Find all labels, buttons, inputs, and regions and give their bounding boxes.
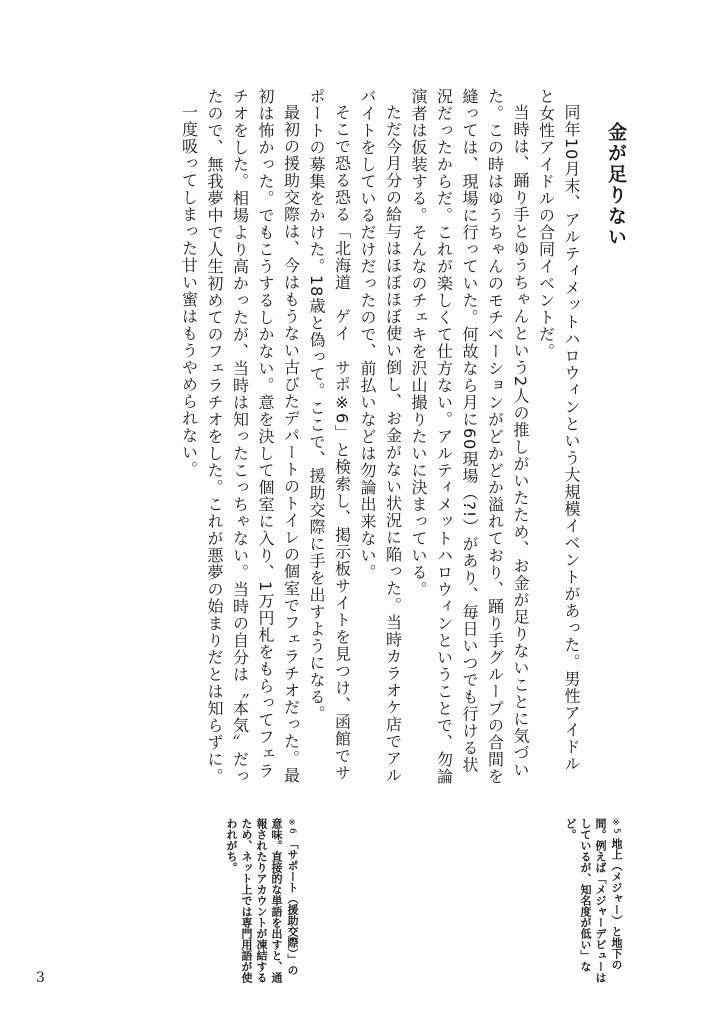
footnote-5 [563, 818, 624, 983]
paragraph: 一度吸ってしまった甘い蜜はもうやめられない。 [179, 104, 199, 478]
paragraph: 当時は、踊り手とゆうちゃんという2人の推しがいたため、お金が足りないことに気づいた。この時はゆうちゃんのモチベーションがどかどか溢れており、踊り手グループの合間を縫っては、現場に行っていた。何故なら月に60現場（?!）があり、毎日いつでも行ける状況だったからだ。これが楽しくて仕方ない。アルティメットハロウィンということで、勿論演者は仮装する。そんなのチェキを沢山撮りたいに決まっている。 [409, 88, 530, 785]
page-number: 3 [36, 970, 45, 986]
paragraph: そこで恐る恐る「北海道 ゲイ サポ※6」と検索し、掲示板サイトを見つけ、函館でサポートの募集をかけた。18歳と偽って。ここで、援助交際に手を出すようになる。 [307, 88, 352, 782]
footnote-6 [224, 818, 300, 983]
paragraph: 最初の援助交際は、今はもうない古びたデパートのトイレの個室でフェラチオだった。最初は怖かった。でもこうするしかない。意を決して個室に入り、1万円札をもらってフェラチオをした。相場より高かったが、当時は知ったこっちゃない。当時の自分は〝本気〟だったので、無我夢中で人生初めてのフェラチオをした。これが悪夢の始まりだとは知らずに。 [205, 88, 301, 785]
paragraph: ただ今月分の給与はほぼほぼ使い倒し、お金がない状況に陥った。当時カラオケ店でアルバイトをしているだけだったので、前払いなどは勿論出来ない。 [358, 88, 403, 784]
paragraph: 同年10月末、アルティメットハロウィンという大規模イベントがあった。男性アイドルと女性アイドルの合同イベントだ。 [536, 88, 581, 773]
body-text [104, 88, 584, 788]
footnote-mark: ※6 [287, 818, 297, 834]
footnote-text: 「サポート（援助交際）」の意味。直接的な単語を出すと、通報されたりアカウントが凍結するため、ネット上では専門用語が使われがち。 [225, 818, 299, 983]
chapter-title: 金が足りない [605, 122, 627, 248]
footnote-text: 地上（メジャー）と地下の間。例えば「メジャーデビューはしているが、知名度が低い」など。 [564, 818, 623, 983]
footnote-mark: ※5 [611, 818, 621, 834]
